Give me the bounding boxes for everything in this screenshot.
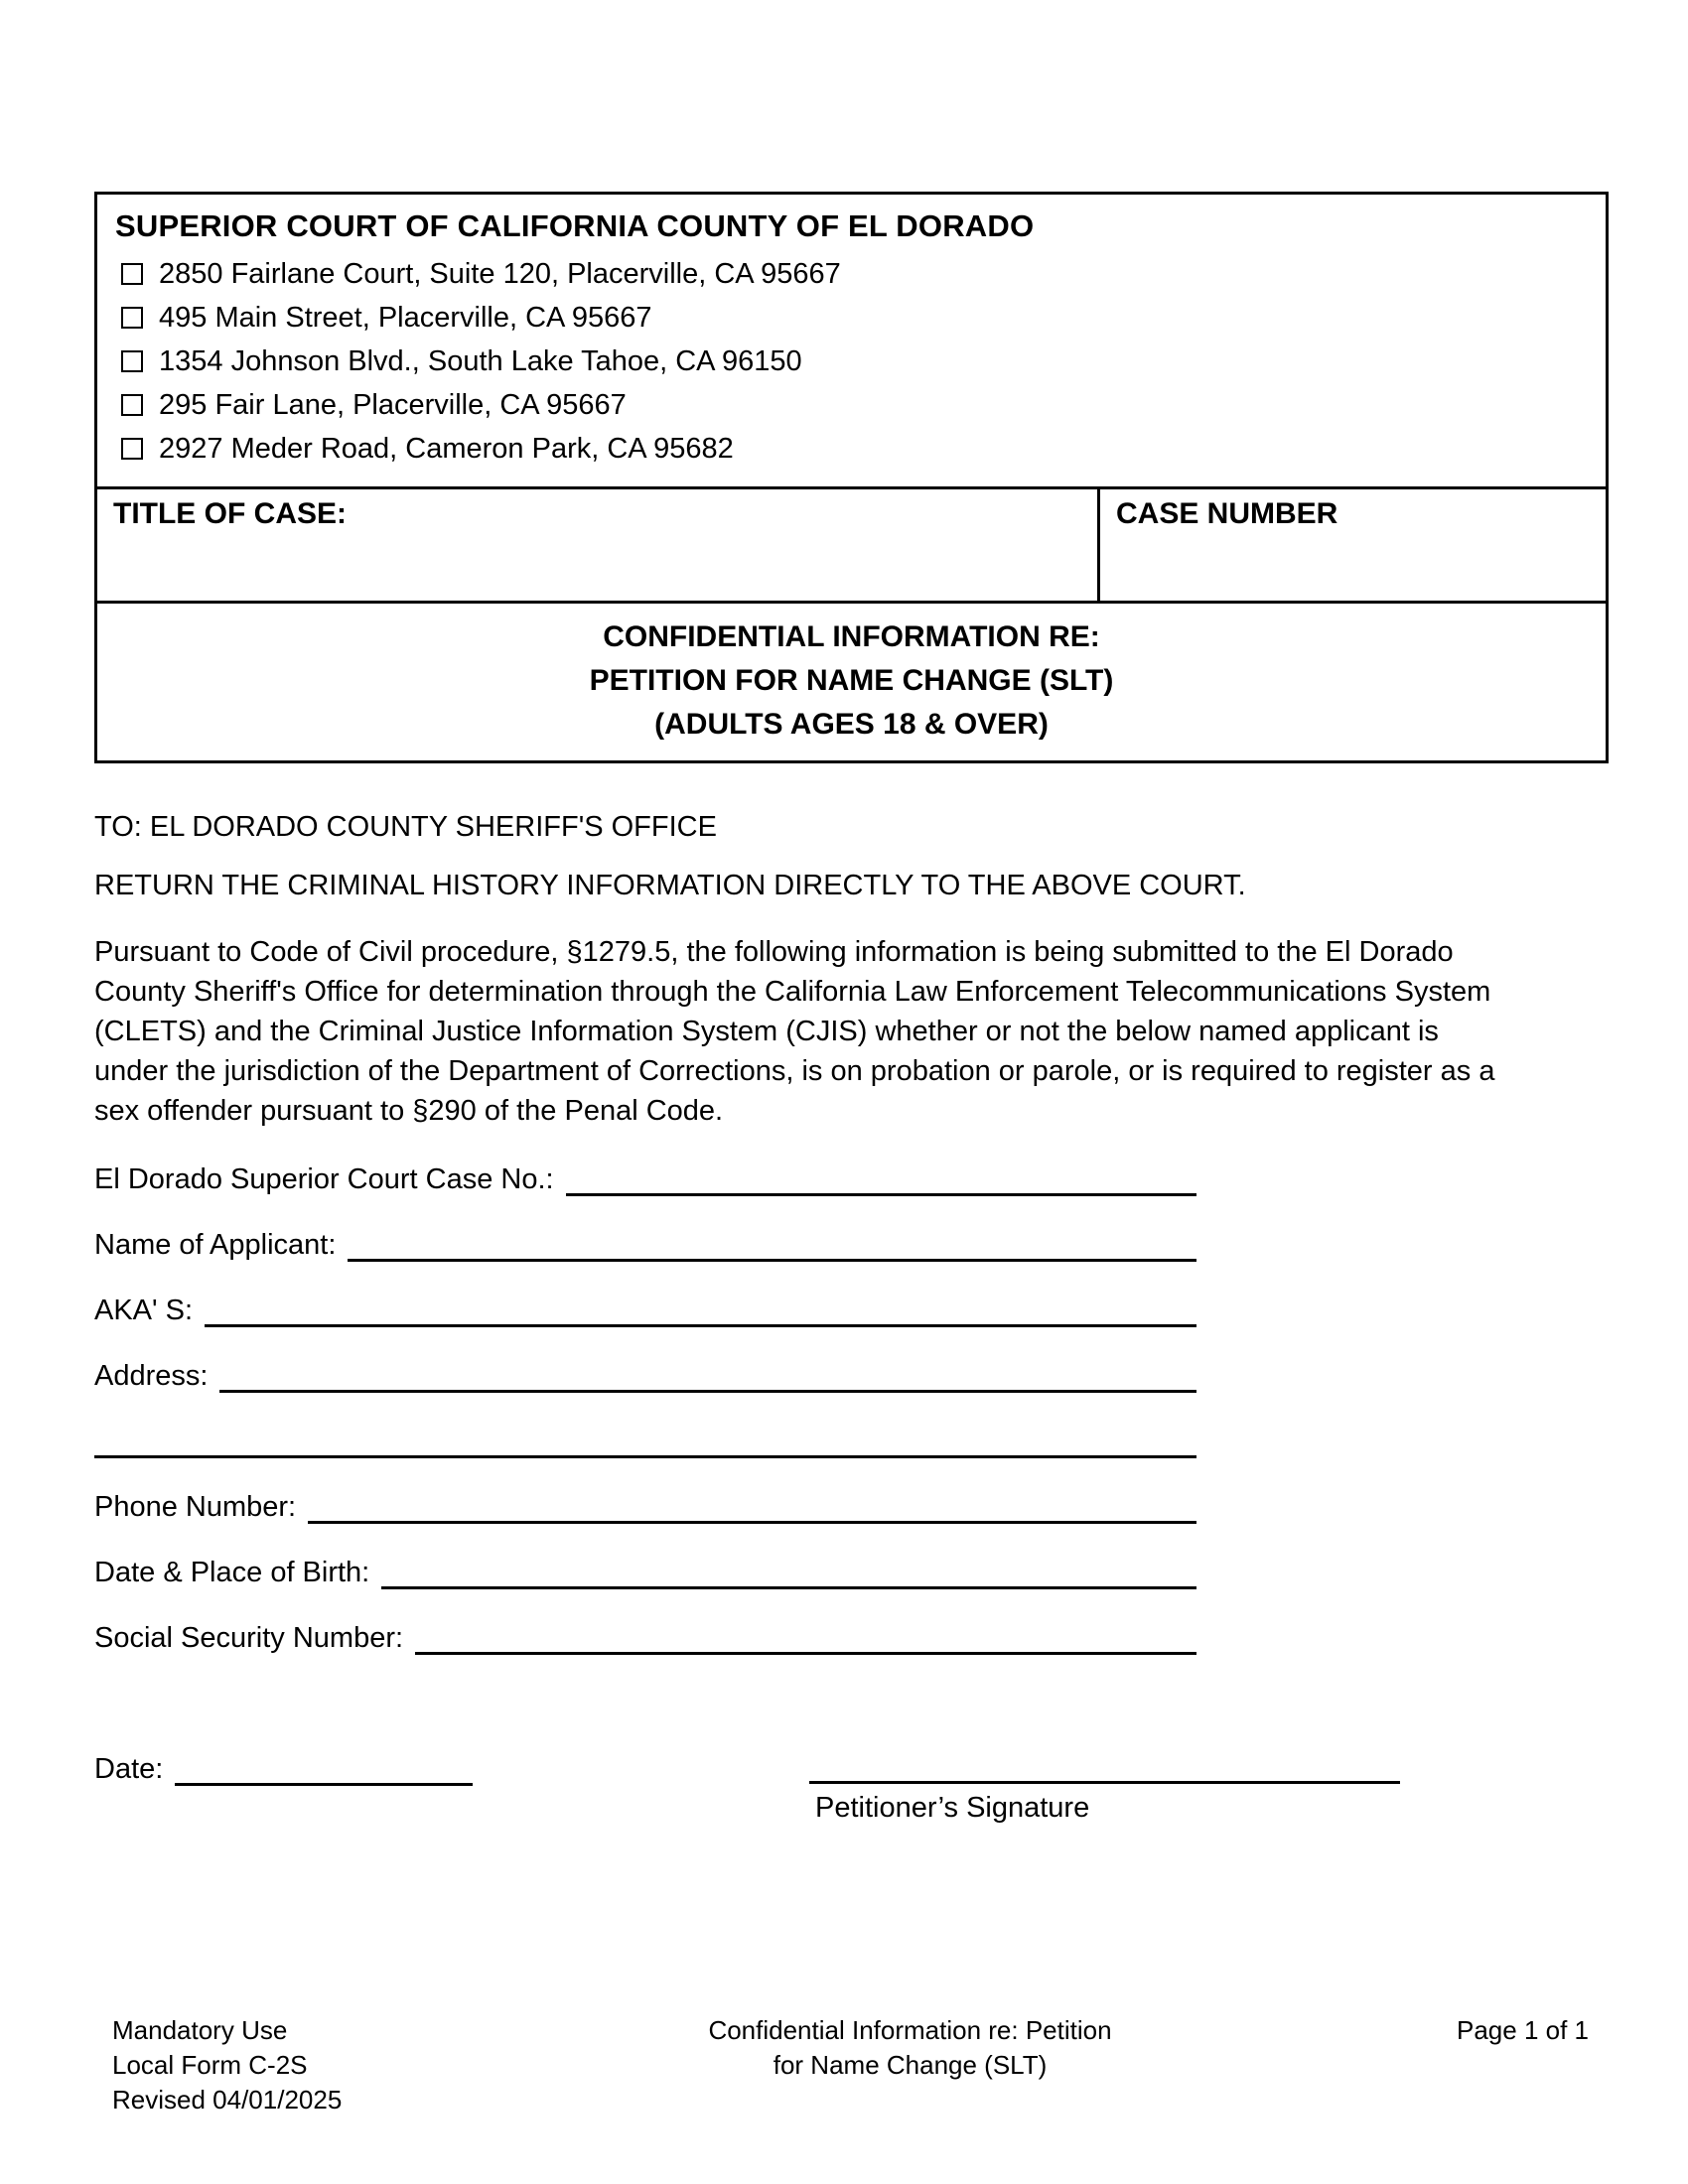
field-underline-court-case-no[interactable] [566,1166,1196,1196]
signature-underline[interactable] [809,1746,1400,1784]
address-label: 2927 Meder Road, Cameron Park, CA 95682 [159,432,734,465]
field-label-applicant-name: Name of Applicant: [94,1229,337,1261]
field-underline-applicant-name[interactable] [348,1232,1196,1262]
field-label-aka: AKA' S: [94,1295,194,1326]
address-checkbox-2[interactable] [121,307,143,329]
address-checkbox-5[interactable] [121,438,143,460]
field-aka [94,1292,1196,1327]
to-line: TO: EL DORADO COUNTY SHERIFF'S OFFICE [94,811,717,843]
court-header-box [94,192,1609,763]
date-underline[interactable] [175,1756,473,1786]
fields-section [94,1160,1609,1655]
form-title-line-3: (ADULTS AGES 18 & OVER) [654,708,1049,741]
field-label-ssn: Social Security Number: [94,1622,404,1654]
field-underline-birth[interactable] [381,1560,1196,1589]
field-address-line2 [94,1423,1196,1458]
address-label: 1354 Johnson Blvd., South Lake Tahoe, CA 96150 [159,344,802,377]
field-ssn [94,1619,1196,1655]
footer-title-line-2: for Name Change (SLT) [773,2050,1048,2080]
date-field [94,1746,473,1786]
footer-title-line-1: Confidential Information re: Petition [708,2015,1112,2045]
form-title [97,601,1606,760]
signature-caption: Petitioner’s Signature [815,1792,1090,1824]
field-label-birth: Date & Place of Birth: [94,1557,370,1588]
case-number-cell[interactable] [1100,489,1606,601]
footer-form-number: Local Form C-2S [112,2050,308,2080]
field-label-phone: Phone Number: [94,1491,297,1523]
address-label: 295 Fair Lane, Placerville, CA 95667 [159,388,627,421]
address-checkbox-3[interactable] [121,350,143,372]
address-option-4 [115,383,1586,427]
address-label: 2850 Fairlane Court, Suite 120, Placerville, CA 95667 [159,257,841,290]
field-underline-phone[interactable] [308,1494,1196,1524]
signature-field [809,1746,1400,1825]
field-applicant-name [94,1226,1196,1262]
case-number-label: CASE NUMBER [1116,497,1338,530]
date-label: Date: [94,1753,164,1785]
address-option-3 [115,340,1586,383]
address-option-1 [115,252,1586,296]
field-birth [94,1554,1196,1589]
address-option-5 [115,427,1586,471]
field-label-address: Address: [94,1360,209,1392]
form-title-line-2: PETITION FOR NAME CHANGE (SLT) [589,664,1114,697]
footer-form-info [112,2013,529,2117]
field-label-court-case-no: El Dorado Superior Court Case No.: [94,1163,554,1195]
field-address [94,1357,1196,1393]
address-checkbox-4[interactable] [121,394,143,416]
legal-paragraph: Pursuant to Code of Civil procedure, §1279.5, the following information is being submitted to the El Dorado County Sheriff's Office for determination through the California Law Enforcement Telecommunications System (CLETS) and the Criminal Justice Information System (CJIS) whether or not the below named applicant is under the jurisdiction of the Department of Corrections, is on probation or parole, or is required to register as a sex offender pursuant to §290 of the Penal Code. [94,936,1495,1127]
footer-mandatory-use: Mandatory Use [112,2015,288,2045]
return-instruction: RETURN THE CRIMINAL HISTORY INFORMATION DIRECTLY TO THE ABOVE COURT. [94,870,1246,901]
field-court-case-no [94,1160,1196,1196]
court-section [97,195,1606,486]
footer-page-number: Page 1 of 1 [1457,2015,1589,2045]
address-label: 495 Main Street, Placerville, CA 95667 [159,301,652,334]
title-of-case-label: TITLE OF CASE: [113,497,347,530]
footer-form-title [529,2013,1291,2083]
field-underline-ssn[interactable] [415,1625,1196,1655]
address-option-2 [115,296,1586,340]
field-underline-address-line2[interactable] [94,1429,1196,1458]
case-info-row [97,486,1606,601]
signature-section [94,1746,1609,1825]
title-of-case-cell[interactable] [97,489,1100,601]
field-phone [94,1488,1196,1524]
field-underline-aka[interactable] [205,1297,1196,1327]
address-checkbox-1[interactable] [121,263,143,285]
page-footer [112,2013,1589,2117]
court-name: SUPERIOR COURT OF CALIFORNIA COUNTY OF EL DORADO [115,208,1035,243]
field-underline-address[interactable] [219,1363,1196,1393]
footer-revision-date: Revised 04/01/2025 [112,2085,343,2115]
form-title-line-1: CONFIDENTIAL INFORMATION RE: [603,620,1100,653]
